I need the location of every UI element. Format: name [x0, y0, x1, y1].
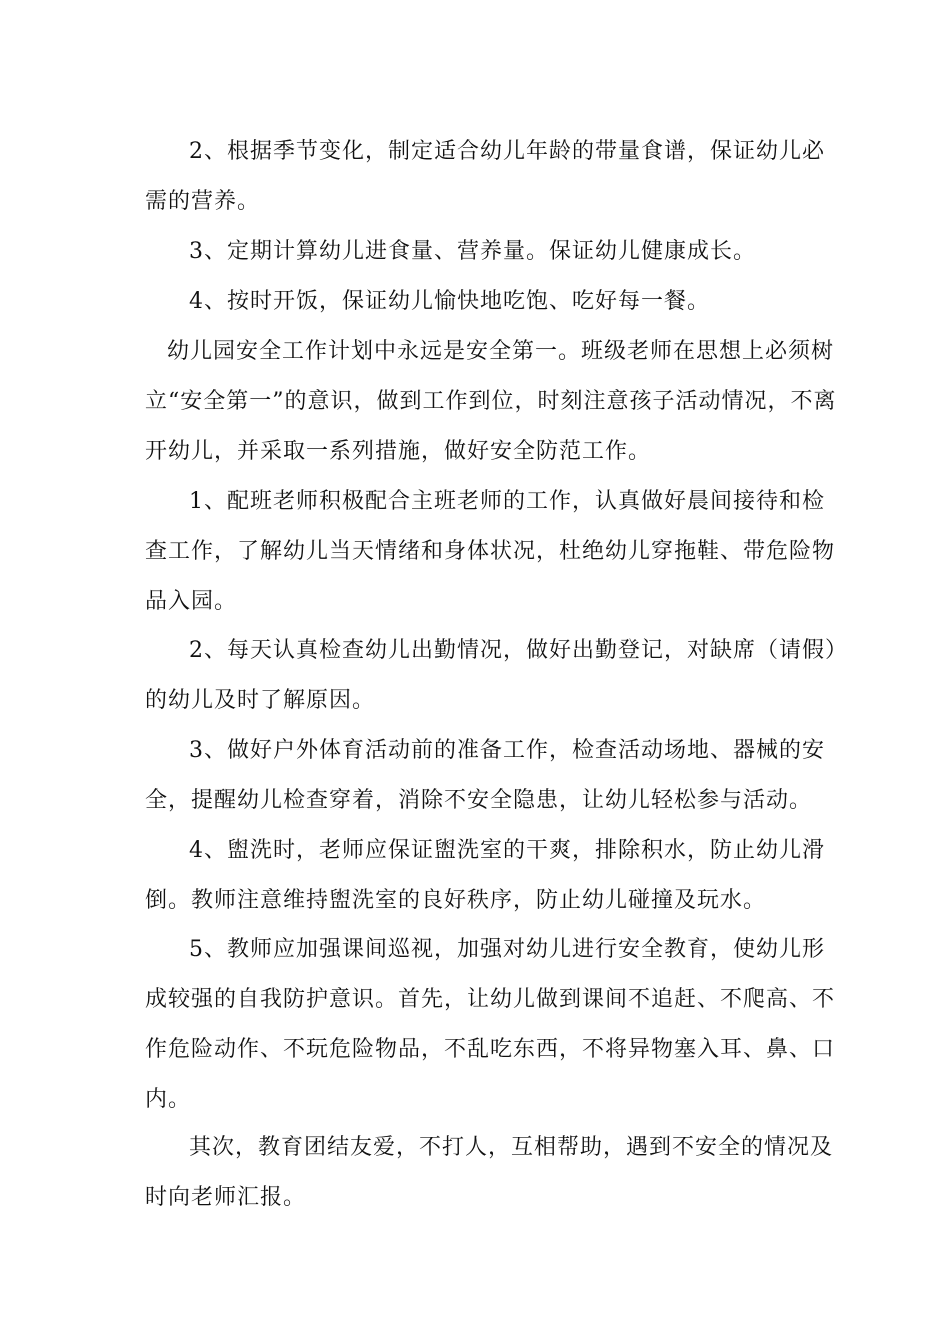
paragraph-safety-intro: 幼儿园安全工作计划中永远是安全第一。班级老师在思想上必须树立“安全第一”的意识，做到工作到位，时刻注意孩子活动情况，不离开幼儿，并采取一系列措施，做好安全防范工作。	[145, 339, 837, 464]
paragraph-meal-times: 4、按时开饭，保证幼儿愉快地吃饱、吃好每一餐。	[189, 289, 710, 314]
paragraph-unity: 其次，教育团结友爱，不打人，互相帮助，遇到不安全的情况及时向老师汇报。	[145, 1135, 834, 1210]
paragraph-outdoor-activity: 3、做好户外体育活动前的准备工作，检查活动场地、器械的安全，提醒幼儿检查穿着，消除不安全隐患，让幼儿轻松参与活动。	[145, 738, 825, 813]
paragraph-menu-planning: 2、根据季节变化，制定适合幼儿年龄的带量食谱，保证幼儿必需的营养。	[145, 139, 825, 214]
paragraph-attendance: 2、每天认真检查幼儿出勤情况，做好出勤登记，对缺席（请假）的幼儿及时了解原因。	[145, 638, 837, 713]
paragraph-nutrition-calc: 3、定期计算幼儿进食量、营养量。保证幼儿健康成长。	[189, 239, 756, 264]
paragraph-morning-check: 1、配班老师积极配合主班老师的工作，认真做好晨间接待和检查工作，了解幼儿当天情绪和身体状况，杜绝幼儿穿拖鞋、带危险物品入园。	[145, 489, 836, 614]
paragraph-washroom: 4、盥洗时，老师应保证盥洗室的干爽，排除积水，防止幼儿滑倒。教师注意维持盥洗室的良好秩序，防止幼儿碰撞及玩水。	[145, 838, 825, 913]
paragraph-safety-education: 5、教师应加强课间巡视，加强对幼儿进行安全教育，使幼儿形成较强的自我防护意识。首先，让幼儿做到课间不追赶、不爬高、不作危险动作、不玩危险物品，不乱吃东西，不将异物塞入耳、鼻、口内。	[145, 937, 836, 1112]
